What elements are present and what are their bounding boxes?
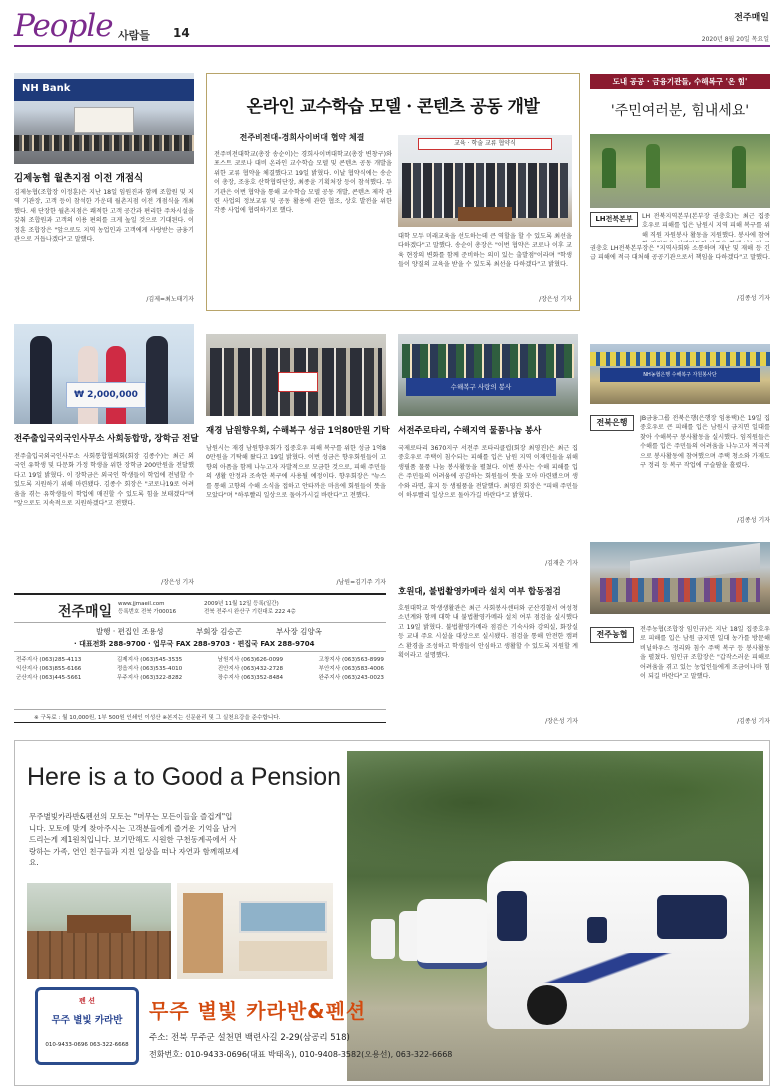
featured-body-1: 전주비전대학교(총장 송순이)는 경희사이버대학교(총장 변창구)와 포스트 코로나 대비 온라인 교수학습 모델 및 콘텐츠 공동 개발을 위한 교류 협약을 체결했다고 19일 밝혔다. 이날 협약식에는 송순이 총장, 조웅호 산학협력단장, 최종윤 기획처장 등이 참석했다. 두 기관은 이번 협약을 통해 교수학습 모델 공동 개발, 콘텐츠 제작 관련 사업의 정보교류 및 공동 활용에 관한 협조, 상호 발전을 위한 각종 사업에 협력하기로 했다. xyxy=(214,151,392,215)
seojeon-body: 국제로타리 3670지구 서전주 로타리클럽(회장 최영진)은 최근 집중호우로 주택이 침수되는 피해를 입은 남원 지역 이재민들을 위해 생필품 물품 나눔 봉사활동을 펼쳤다. 이번 봉사는 수해 피해를 입은 주민들의 어려움에 공감하는 회원들이 뜻을 모아 마련됐으며 생수와 라면, 휴지 등 생필품을 전달했다. 최영진 회장은 "피해 주민들이 하루빨리 일상으로 돌아가길 바란다"고 밝혔다. xyxy=(398,445,578,500)
directory-entry: 정읍지사 (063)535-4010 xyxy=(116,666,183,672)
nh-branch-byline: /김제=최노태기자 xyxy=(146,296,194,303)
seojeon-title: 서전주로타리, 수해지역 물품나눔 봉사 xyxy=(398,426,542,436)
masthead-info-2: 전북 전주시 완산구 기린대로 222 4층 xyxy=(204,609,296,615)
ad-interior-photo xyxy=(177,883,333,979)
nh-sign: NH Bank xyxy=(22,83,71,94)
nh-branch-photo xyxy=(14,73,194,164)
ad-logo-phone: 010-9433-0696 063-322-6668 xyxy=(45,1042,129,1048)
scholarship-body: 전주출입국외국인사무소 사회통합협의회(회장 김종수)는 최근 외국인 유학생 및 다문화 가정 학생을 위한 장학금 200만원을 전달했다고 19일 밝혔다. 이 장학금은 외국인 학생들이 학업에 전념할 수 있도록 지원하기 위해 마련됐다. 김종수 회장은 "코로나19로 어려움을 겪는 유학생들이 학업에 매진할 수 있도록 힘을 보태겠다"며 "앞으로도 지속적으로 지원하겠다"고 전했다. xyxy=(14,453,194,508)
jb-byline: /김종성 기자 xyxy=(737,517,770,524)
directory-entry: 고창지사 (063)563-8999 xyxy=(318,657,384,663)
directory-entry: 진안지사 (063)432-2728 xyxy=(217,666,284,672)
seojeon-banner: 수해복구 사랑의 봉사 xyxy=(406,378,556,396)
masthead-directory xyxy=(14,656,386,683)
directory-row xyxy=(14,665,386,674)
jeonju-nh-byline: /김종성 기자 xyxy=(737,718,770,725)
namwon-title: 재경 남원향우회, 수해복구 성금 1억80만원 기탁 xyxy=(206,426,390,436)
directory-entry: 전주지사 (063)285-4113 xyxy=(16,657,82,663)
lh-photo xyxy=(590,134,770,208)
ad-caravan-photo xyxy=(347,751,763,1081)
masthead-footer: ※ 구독료 : 월 10,000원, 1부 500원 인쇄인 이성산 ※본지는 신문윤리 및 그 실천요강을 준수합니다. xyxy=(34,715,281,721)
ad-title: Here is a to Good a Pension xyxy=(27,763,342,791)
jb-photo-banner: NH농협은행 수해복구 자원봉사단 xyxy=(600,368,760,382)
directory-row xyxy=(14,656,386,665)
nh-branch-title: 김제농협 월촌지점 이전 개점식 xyxy=(14,173,144,184)
masthead-vp: 부회장 김승곤 xyxy=(196,627,242,636)
section-brand: People xyxy=(14,8,113,44)
ad-address: 주소: 전북 무주군 설천면 백련사길 2-29(삼공리 518) xyxy=(149,1033,350,1043)
honam-title: 호원대, 불법촬영카메라 설치 여부 합동점검 xyxy=(398,587,561,597)
namwon-body: 남원시는 재경 남원향우회가 집중호우 피해 복구를 위한 성금 1억80만원을 기탁해 왔다고 19일 밝혔다. 이번 성금은 향우회원들이 고향의 아픔을 함께 나누고자 자발적으로 모금한 것으로, 피해 주민들의 생활 안정과 조속한 복구에 사용될 예정이다. 향우회장은 "뉴스를 통해 고향의 수해 소식을 접하고 안타까운 마음에 회원들이 뜻을 모았다"며 "하루빨리 일상으로 돌아가시길 바란다"고 전했다. xyxy=(206,445,386,500)
masthead-publisher: 발행 · 편집인 조용성 xyxy=(96,627,164,636)
jeonju-nh-tag: 전주농협 xyxy=(590,627,634,643)
caravan-body xyxy=(487,861,749,1029)
jb-body: JB금융그룹 전북은행(은행장 임용택)은 19일 집중호우로 큰 피해를 입은 남원시 금지면 일대를 찾아 수해복구 봉사활동을 실시했다. 임직원들은 수해를 입은 주민들의 어려움을 나누고자 적극적으로 봉사활동에 참여했으며 주택 청소와 가재도구 정리 등 복구 작업에 구슬땀을 흘렸다. xyxy=(640,415,770,470)
seojeon-byline: /김재춘 기자 xyxy=(545,560,578,567)
directory-entry: 김제지사 (063)545-3535 xyxy=(116,657,183,663)
namwon-byline: /남원=김기주 기자 xyxy=(336,579,386,586)
seojeon-photo xyxy=(398,334,578,416)
featured-byline: /장은성 기자 xyxy=(539,296,572,303)
jeonju-nh-photo xyxy=(590,542,770,614)
relief-quote: '주민여러분, 힘내세요' xyxy=(610,103,750,119)
paper-name: 전주매일 xyxy=(734,13,769,23)
scholarship-byline: /장은성 기자 xyxy=(161,579,194,586)
lh-body: 권충호 LH전북본부장은 "지역사회와 소통하며 재난 및 재해 등 긴급 피해에 적극 대처해 공공기관으로서 책임을 다하겠다"고 말했다. xyxy=(590,245,770,262)
ad-phone: 전화번호: 010-9433-0696(대표 박태옥), 010-9408-3582(오용선), 063-322-6668 xyxy=(149,1050,453,1059)
issue-date: 2020년 8월 20일 목요일 xyxy=(701,36,769,43)
masthead-president: 부사장 김양옥 xyxy=(276,627,322,636)
header-rule xyxy=(14,45,770,47)
section-title: 사람들 xyxy=(118,29,150,42)
directory-entry: 부안지사 (063)583-4006 xyxy=(318,666,384,672)
lh-tag: LH전북본부 xyxy=(590,212,638,227)
jb-tag: 전북은행 xyxy=(590,415,634,431)
ad-body: 무주별빛카라반&펜션의 모토는 "머무는 모든이들을 즐겁게"입니다. 모토에 맞게 찾아주시는 고객분들에게 즐거운 기억을 남겨드리는게 제1원칙입니다. 보기만해도 시원한 구천동계곡에서 사랑하는 가족, 연인 친구들과 지친 일상을 떠나 자연과 함께해보세요. xyxy=(29,812,239,867)
featured-photo xyxy=(398,135,572,227)
featured-photo-banner: 교육 · 학술 교류 협약식 xyxy=(418,138,552,150)
relief-kicker: 도내 공공 · 금융기관들, 수해복구 '온 힘' xyxy=(590,74,770,89)
nh-branch-body: 김제농협(조합장 이정훈)은 지난 18일 임원진과 함께 조합원 및 지역 기관장, 고객 등이 참석한 가운데 월촌지점 이전 개점식을 개최했다. 새 단장한 월촌지점은 쾌적한 고객 공간과 편리한 주차시설을 갖춰 조합원과 고객의 이용 편의를 크게 높일 것으로 기대된다. 이정훈 조합장은 "앞으로도 지역 농업인과 고객에게 사랑받는 금융기관으로 거듭나겠다"고 말했다. xyxy=(14,189,194,244)
ad-logo-top: 펜 션 xyxy=(79,997,95,1005)
directory-entry: 무주지사 (063)322-8282 xyxy=(116,675,183,681)
ad-logo-sign xyxy=(35,987,139,1065)
masthead-phones: · 대표전화 288-9700 · 업무국 FAX 288-9703 · 편집국 FAX 288-9704 xyxy=(74,640,315,648)
directory-entry: 장수지사 (063)352-8484 xyxy=(217,675,284,681)
directory-entry: 남원지사 (063)626-0099 xyxy=(217,657,284,663)
masthead-box xyxy=(14,593,386,723)
masthead-title: 전주매일 xyxy=(58,604,113,620)
ad-deck-photo xyxy=(27,883,171,979)
honam-body: 호원대학교 학생생활관은 최근 사회봉사센터와 군산경찰서 여성청소년계와 함께 대학 내 불법촬영카메라 설치 여부 점검을 실시했다고 19일 밝혔다. 불법촬영카메라 점검은 기숙사와 강의실, 화장실 등 교내 주요 시설을 대상으로 실시됐다. 점검을 통해 안전한 캠퍼스 환경을 조성하고 학생들이 안심하고 생활할 수 있도록 지원할 계획이라고 설명했다. xyxy=(398,605,578,660)
directory-row xyxy=(14,674,386,683)
scholarship-check: ₩ 2,000,000 xyxy=(66,382,146,408)
ad-logo-name: 무주 별빛 카라반 xyxy=(51,1015,123,1026)
ad-brand: 무주 별빛 카라반&펜션 xyxy=(149,999,367,1023)
lh-body-top: LH 전북지역본부(본부장 권충호)는 최근 집중호우로 피해를 입은 남원시 지역 피해 복구를 위해 직원 자원봉사 활동을 지원했다. 봉사에 참여 xyxy=(642,213,770,239)
scholarship-photo xyxy=(14,324,194,424)
featured-body-2: 대학 모두 미래교육을 선도하는데 큰 역할을 할 수 있도록 최선을 다하겠다"고 말했다. 송순이 총장은 "이번 협약은 코로나 이후 교육 현장의 변화를 함께 준비하는 의미 있는 출발점"이라며 "학생들이 양질의 교육을 받을 수 있도록 최선을 다하겠다"고 밝혔다. xyxy=(398,233,572,269)
jeonju-nh-body: 전주농협(조합장 임인규)은 지난 18일 집중호우로 피해를 입은 남원 금지면 일대 농가를 방문해 비닐하우스 정리와 침수 주택 복구 등 봉사활동을 펼쳤다. 임인규 조합장은 "갑작스러운 피해로 어려움을 겪고 있는 농업인들에게 조금이나마 힘이 되길 바란다"고 말했다. xyxy=(640,626,770,681)
featured-subtitle: 전주비전대-경희사이버대 협약 체결 xyxy=(239,133,365,142)
directory-entry: 군산지사 (063)445-5661 xyxy=(16,675,82,681)
lh-byline: /김종성 기자 xyxy=(737,295,770,302)
pension-ad xyxy=(14,740,770,1086)
masthead-reg: 등록번호 전북 가00016 xyxy=(118,609,177,615)
jb-photo xyxy=(590,344,770,404)
honam-byline: /장은성 기자 xyxy=(545,718,578,725)
directory-entry: 완주지사 (063)243-0023 xyxy=(318,675,384,681)
scholarship-title: 전주출입국외국인사무소 사회동합망, 장학금 전달 xyxy=(14,434,199,444)
masthead-info-1: 2009년 11월 12일 등록(일간) xyxy=(204,601,279,607)
directory-entry: 익산지사 (063)855-6166 xyxy=(16,666,82,672)
namwon-photo xyxy=(206,334,386,416)
page-number: 14 xyxy=(173,26,190,40)
featured-title: 온라인 교수학습 모델 · 콘텐츠 공동 개발 xyxy=(246,97,540,117)
masthead-url: www.jjmaeil.com xyxy=(118,601,165,607)
